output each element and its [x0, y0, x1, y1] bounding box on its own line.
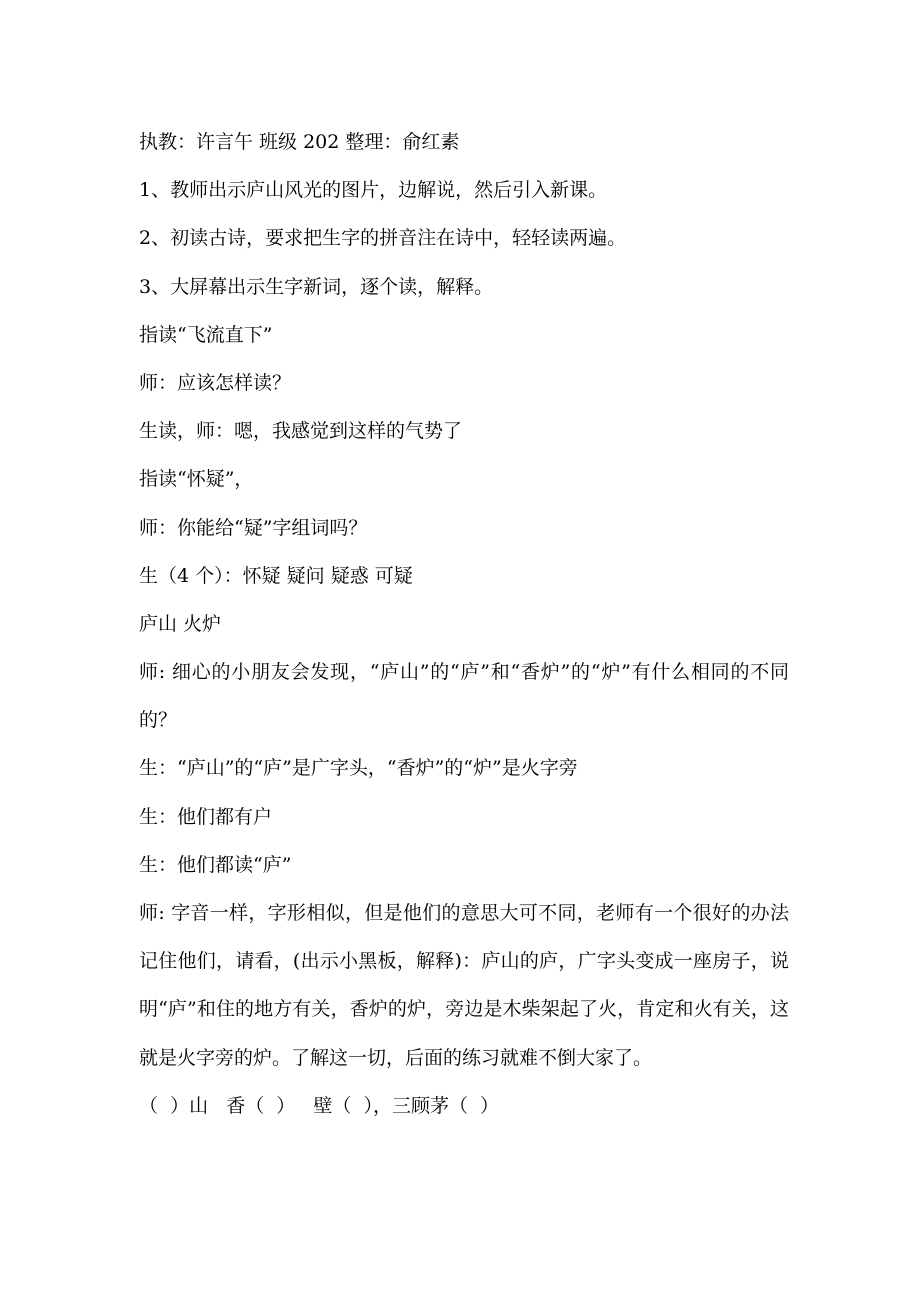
header-line: 执教：许言午 班级 202 整理：俞红素: [139, 131, 460, 153]
text-line: 师：应该怎样读？: [139, 371, 292, 394]
step-2-line: 2、初读古诗，要求把生字的拼音注在诗中，轻轻读两遍。: [139, 227, 627, 250]
text-line: 师：你能给“疑”字组词吗？: [139, 516, 368, 539]
step-3-line: 3、大屏幕出示生字新词，逐个读，解释。: [139, 275, 494, 298]
text-line: 生：他们都读“庐”: [139, 853, 292, 876]
text-line: 指读“怀疑”，: [139, 468, 254, 491]
text-line: 庐山 火炉: [139, 612, 222, 635]
compare-paragraph: 师: 细心的小朋友会发现，“庐山”的“庐”和“香炉”的“炉”有什么相同的不同的？: [139, 661, 789, 732]
document-body: [139, 118, 789, 1130]
exercise-line: （ ）山 香（ ） 壁（ ），三顾茅（ ）: [139, 1094, 500, 1117]
step-1-line: 1、教师出示庐山风光的图片，边解说，然后引入新课。: [139, 179, 608, 202]
explanation-paragraph: 师: 字音一样，字形相似，但是他们的意思大可不同，老师有一个很好的办法记住他们，请看，(出示小黑板，解释)：庐山的庐，广字头变成一座房子，说明“庐”和住的地方有关，香炉的炉，旁边是木柴架起了火，肯定和火有关，这就是火字旁的炉。了解这一切，后面的练习就难不倒大家了。: [139, 902, 789, 1069]
text-line: 生（4 个）：怀疑 疑问 疑惑 可疑: [139, 564, 413, 587]
text-line: 指读“飞流直下”: [139, 323, 273, 346]
text-line: 生：“庐山”的“庐”是广字头，“香炉”的“炉”是火字旁: [139, 757, 578, 780]
text-line: 生：他们都有户: [139, 805, 273, 828]
text-line: 生读，师：嗯，我感觉到这样的气势了: [139, 420, 463, 443]
